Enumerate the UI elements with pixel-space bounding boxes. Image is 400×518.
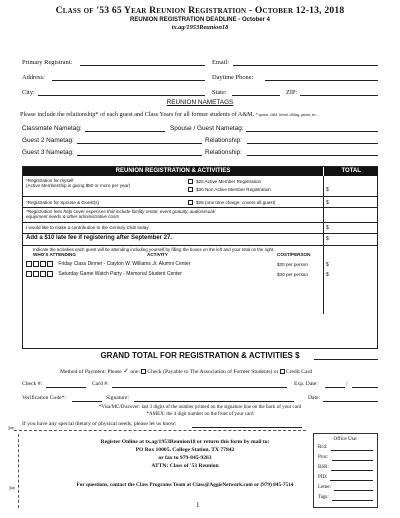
activity-1-cost: $30 per person: [277, 262, 308, 267]
donation-label: I would like to make a contribution to the Century Club today: [26, 224, 149, 230]
zip-field[interactable]: [300, 95, 378, 96]
activity-row-1: [26, 261, 190, 268]
primary-registrant-label: Primary Registrant:: [22, 59, 73, 66]
guest3-nametag-field[interactable]: [77, 155, 202, 156]
attendee-checkbox[interactable]: [33, 271, 39, 277]
spouse-nametag-field[interactable]: [246, 131, 378, 132]
verification-code-field[interactable]: [72, 401, 102, 402]
attendee-checkbox[interactable]: [33, 261, 39, 267]
guest3-relationship-label: Relationship:: [205, 149, 242, 156]
exp-date-label: Exp. Date:: [294, 381, 318, 387]
registration-deadline: REUNION REGISTRATION DEADLINE - October 4: [130, 17, 270, 23]
registration-table: [22, 166, 378, 349]
activities-instructions: Indicate the activities each guest will be attending including yourself by filling the boxes on the left and your total on the right.: [33, 246, 275, 252]
nonactive-member-checkbox[interactable]: [188, 187, 193, 192]
spouse-nametag-label: Spouse / Guest Nametag:: [170, 125, 244, 132]
table-total-header: TOTAL: [323, 167, 378, 176]
office-use-box: [313, 433, 378, 508]
address-field[interactable]: [52, 80, 205, 81]
exp-year-field[interactable]: [352, 387, 378, 388]
active-member-option[interactable]: [188, 179, 261, 185]
myself-reg-line1: *Registration for myself: [26, 178, 74, 183]
grand-total-label: GRAND TOTAL FOR REGISTRATION & ACTIVITIES $: [100, 351, 300, 360]
late-fee-label: Add a $10 late fee if registering after September 27.: [26, 235, 173, 241]
table-row-divider: [23, 207, 377, 208]
guest3-relationship-field[interactable]: [247, 155, 378, 156]
verification-code-label: Verification Code*:: [22, 395, 66, 401]
amex-note: *AMEX: the 4 digit number on the front of your card: [146, 412, 254, 417]
office-bsr: BSR:: [318, 465, 329, 470]
attendee-checkbox[interactable]: [47, 271, 53, 277]
payment-method-row: [60, 367, 312, 375]
late-fee-total-dollar[interactable]: $: [326, 236, 329, 242]
active-member-text: $25 Active Member Registration: [196, 178, 262, 184]
office-pid-field[interactable]: [330, 480, 373, 481]
spouse-reg-label: *Registration for Spouse & Guest(s): [26, 200, 100, 205]
register-online-text: Register Online at tx.ag/1953Reunion18 or return this form by mail to:: [100, 439, 270, 445]
guest3-nametag-label: Guest 3 Nametag:: [22, 149, 74, 156]
table-row-divider: [23, 222, 377, 223]
myself-total-dollar[interactable]: $: [326, 187, 329, 193]
office-rcd: Rcd:: [318, 445, 328, 450]
mailing-address: PO Box 10005, College Station, TX 77842: [135, 447, 235, 453]
activity-2-cost: $30 per person: [277, 272, 308, 277]
questions-contact: For questions, contact the Class Programs Team at Class@AggieNetwork.com or (979) 845-7514: [76, 482, 294, 488]
email-label: Email:: [212, 59, 230, 66]
payment-one-label: one:: [130, 369, 141, 375]
table-header: REUNION REGISTRATION & ACTIVITIES: [23, 167, 323, 176]
check-number-label: Check #:: [22, 381, 43, 387]
registration-url: tx.ag/1953Reunion18: [171, 24, 229, 31]
fax-number: or fax to 979-845-9263: [158, 455, 212, 461]
office-letter: Letter:: [318, 485, 332, 490]
check-payment-checkbox[interactable]: [141, 369, 146, 374]
exp-month-field[interactable]: [325, 387, 345, 388]
nonactive-member-option[interactable]: [188, 187, 271, 193]
attendee-checkbox[interactable]: [40, 271, 46, 277]
nonactive-member-text: $30 Non Active Member Registration: [196, 187, 271, 192]
office-rcd-field[interactable]: [331, 450, 373, 451]
onetime-guest-checkbox[interactable]: [188, 200, 193, 205]
address-label: Address:: [22, 74, 45, 81]
col-whos-attending: WHO'S ATTENDING: [33, 252, 76, 257]
attendee-checkbox[interactable]: [40, 261, 46, 267]
nametags-note: * spouse, child, friend, sibling, parent, etc...: [255, 113, 319, 117]
visa-mc-note: *Visa/MC/Discover: last 3 digits of the number printed on the signature line on the back of your card: [98, 405, 302, 410]
email-field[interactable]: [233, 65, 378, 66]
page-number: 1: [196, 501, 200, 509]
col-cost-per-person: COST/PERSON: [277, 252, 311, 257]
check-payment-label: Check (Payable to The Association of Former Students) or: [147, 369, 279, 375]
check-mark-icon: ✓: [123, 367, 129, 375]
office-letter-field[interactable]: [334, 490, 373, 491]
guest2-relationship-field[interactable]: [247, 143, 378, 144]
daytime-phone-label: Daytime Phone:: [212, 74, 254, 81]
scissors-icon: ✂: [8, 424, 15, 433]
fees-note-line2: equipment needs & other administrative costs: [26, 214, 119, 219]
attendee-checkbox[interactable]: [47, 261, 53, 267]
onetime-guest-option[interactable]: [188, 200, 275, 206]
office-pid: PID:: [318, 475, 328, 480]
office-tags: Tags:: [318, 495, 329, 500]
date-label: Date:: [308, 395, 321, 401]
attendee-checkbox[interactable]: [26, 271, 32, 277]
payment-method-label: Method of Payment: Please: [60, 369, 122, 375]
activity-2-total-dollar[interactable]: $: [326, 272, 329, 278]
nametags-desc-text: Please include the relationship* of each guest and Class Years for all former students of A&M.: [20, 111, 255, 118]
classmate-nametag-field[interactable]: [85, 131, 165, 132]
activity-1-total-dollar[interactable]: $: [326, 262, 329, 268]
scissors-icon: ✂: [9, 484, 16, 493]
onetime-guest-text: $25 (one time charge; covers all guest): [196, 199, 276, 205]
office-proc-field[interactable]: [332, 460, 373, 461]
attendee-checkbox[interactable]: [26, 261, 32, 267]
check-number-field[interactable]: [46, 387, 86, 388]
credit-card-label: Credit Card: [285, 369, 313, 375]
nametags-description: [20, 111, 319, 118]
zip-label: ZIP:: [286, 89, 298, 96]
classmate-nametag-label: Classmate Nametag:: [22, 125, 82, 132]
signature-field[interactable]: [134, 401, 294, 402]
city-field[interactable]: [38, 95, 205, 96]
fees-note-line1: *Registration fees help cover expenses that include facility rental, event gratuity, audio/visual/: [26, 209, 216, 214]
donation-total-dollar[interactable]: $: [326, 224, 329, 231]
office-proc: Proc:: [318, 455, 329, 460]
activity-row-2: [26, 271, 182, 278]
dietary-needs-label: If you have any special dietary or physical needs, please let us know:: [22, 421, 177, 427]
state-field[interactable]: [232, 95, 280, 96]
office-tags-field[interactable]: [332, 500, 373, 501]
myself-reg-line2: (Active Membership is giving $50 or more per year): [26, 183, 131, 188]
cut-line: [14, 430, 306, 431]
date-field[interactable]: [323, 401, 378, 402]
card-number-label: Card #:: [92, 381, 109, 387]
guest2-relationship-label: Relationship:: [205, 137, 242, 144]
grand-total-field[interactable]: [314, 359, 378, 360]
daytime-phone-field[interactable]: [265, 80, 378, 81]
primary-registrant-field[interactable]: [80, 65, 205, 66]
cut-line-vertical: [18, 434, 19, 508]
table-row-divider: [23, 196, 377, 197]
office-use-heading: Office Use:: [333, 436, 358, 442]
activity-saturday-watch-party: Saturday Game Watch Party - Memorial Student Center: [58, 271, 182, 278]
state-label: State:: [212, 89, 227, 96]
city-label: City:: [22, 89, 35, 96]
attn-line: ATTN: Class of '53 Reunion: [151, 463, 219, 469]
spouse-total-dollar[interactable]: $: [326, 200, 329, 206]
col-activity: ACTIVITY: [147, 252, 168, 257]
table-row-divider: [23, 233, 377, 234]
active-member-checkbox[interactable]: [188, 179, 193, 184]
exp-slash: /: [346, 381, 348, 387]
guest2-nametag-label: Guest 2 Nametag:: [22, 137, 74, 144]
card-number-field[interactable]: [112, 387, 287, 388]
credit-card-checkbox[interactable]: [280, 369, 285, 374]
nametags-heading: REUNION NAMETAGS: [166, 99, 234, 106]
form-title: Class of '53 65 Year Reunion Registration - October 12-13, 2018: [55, 5, 345, 16]
activity-friday-dinner: Friday Class Dinner - Clayton W. Williams Jr. Alumni Center: [58, 261, 191, 268]
office-bsr-field[interactable]: [331, 470, 373, 471]
guest2-nametag-field[interactable]: [77, 143, 202, 144]
signature-label: Signature:: [106, 395, 129, 401]
dietary-needs-field[interactable]: [192, 427, 302, 428]
